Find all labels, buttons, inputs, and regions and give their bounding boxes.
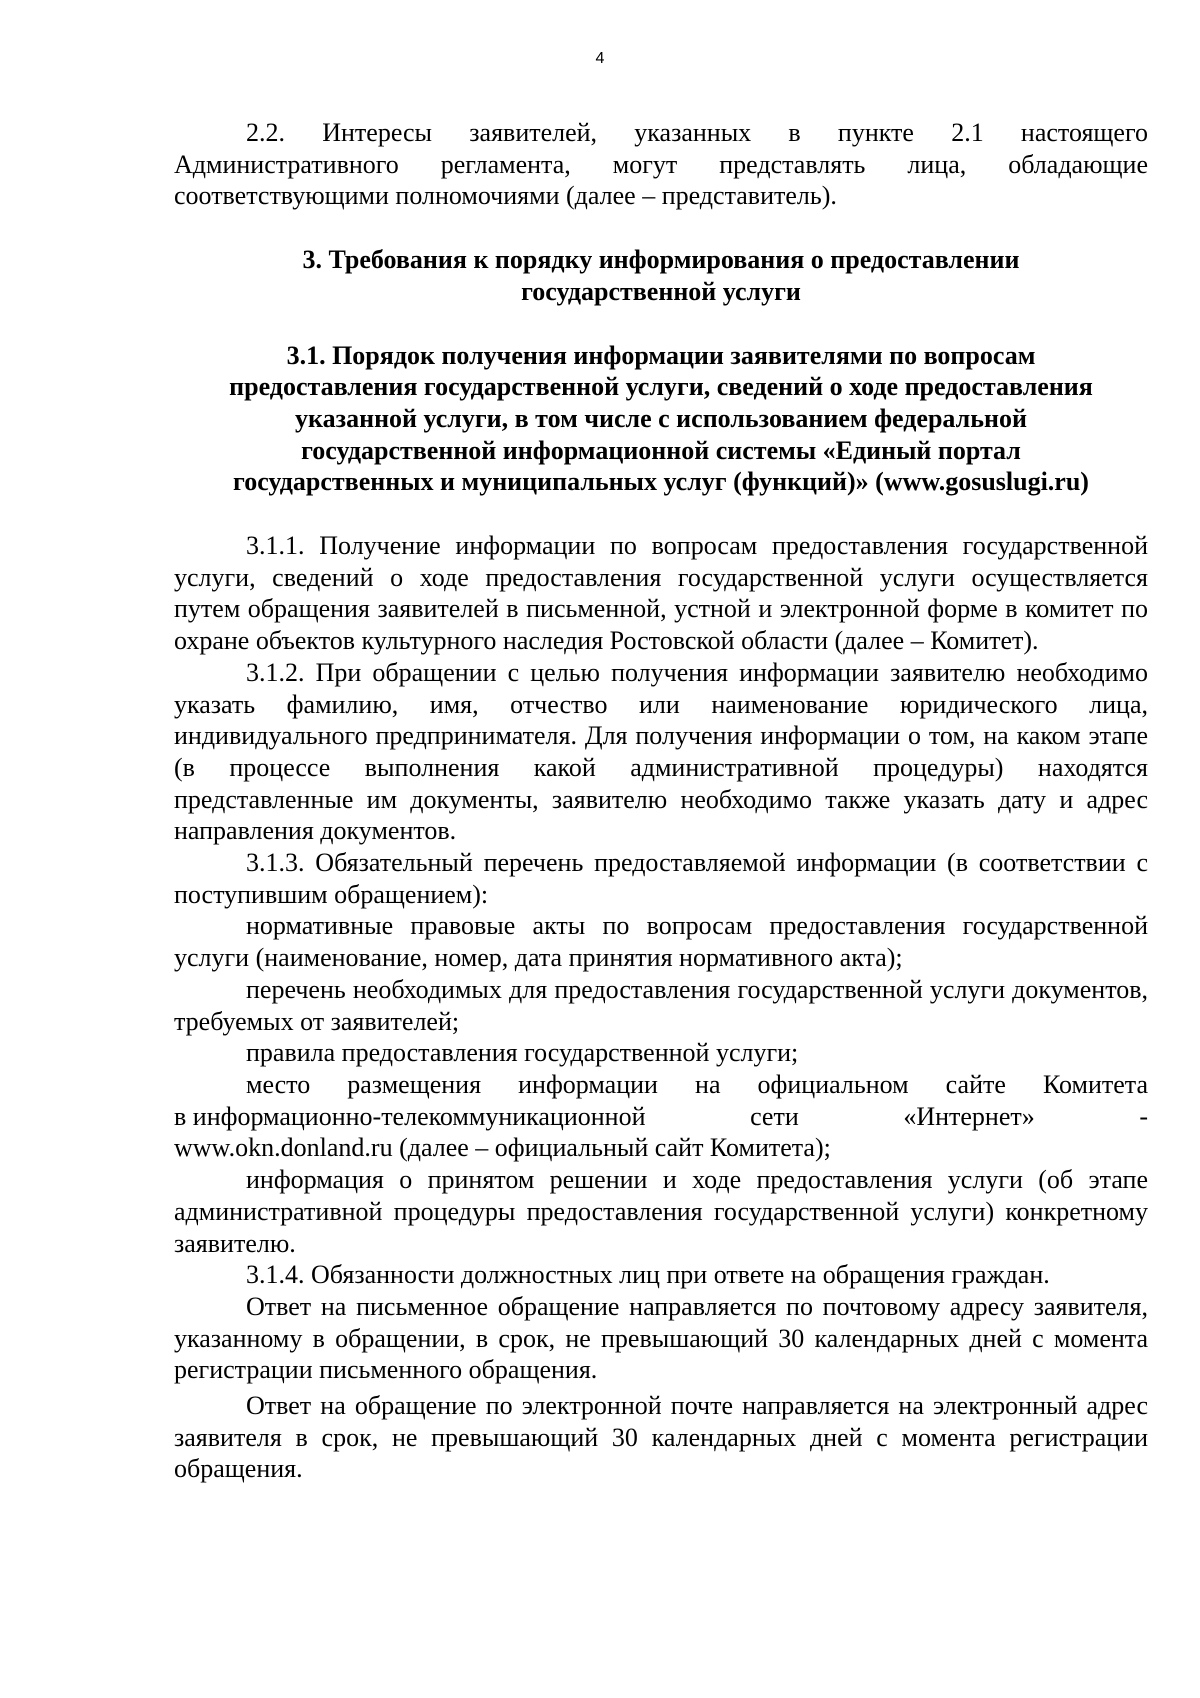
paragraph-3-1-3: 3.1.3. Обязательный перечень предоставляемой информации (в соответствии с поступившим обращением): — [174, 848, 1148, 909]
list-item-website-line: место размещения информации на официальном сайте Комитета — [246, 1069, 1148, 1099]
text-fragment: в информационно-телекоммуникационной — [174, 1101, 646, 1131]
document-body — [174, 117, 1148, 1485]
list-item-rules: правила предоставления государственной услуги; — [246, 1038, 799, 1068]
paragraph-3-1-2: 3.1.2. При обращении с целью получения информации заявителю необходимо указать фамилию, имя, отчество или наименование юридического лица, индивидуального предпринимателя. Для получения информации о том, на каком этапе (в процессе выполнения какой административной процедуры) находятся представленные им документы, заявителю необходимо также указать дату и адрес направления документов. — [174, 657, 1148, 846]
section-3-1-heading-line: предоставления государственной услуги, сведений о ходе предоставления — [229, 372, 1093, 402]
list-item-normative-acts: нормативные правовые акты по вопросам предоставления государственной услуги (наименование, номер, дата принятия нормативного акта); — [174, 911, 1148, 973]
paragraph-3-1-1: 3.1.1. Получение информации по вопросам предоставления государственной услуги, сведений о ходе предоставления государственной услуги осуществляется путем обращения заявителей в письменной, устной и электронной форме в комитет по охране объектов культурного наследия Ростовской области (далее – Комитет). — [174, 531, 1148, 656]
section-3-1-heading — [174, 340, 1148, 499]
list-item-website-line: www.okn.donland.ru (далее – официальный сайт Комитета); — [174, 1133, 831, 1163]
section-3-1-heading-line: 3.1. Порядок получения информации заявителями по вопросам — [286, 340, 1036, 370]
list-item-website-line — [174, 1101, 1148, 1133]
section-3-heading — [174, 244, 1148, 307]
paragraph-2-2: 2.2. Интересы заявителей, указанных в пункте 2.1 настоящего Административного регламента, могут представлять лица, обладающие соответствующими полномочиями (далее – представитель). — [174, 118, 1148, 211]
list-item-documents: перечень необходимых для предоставления государственной услуги документов, требуемых от заявителей; — [174, 974, 1148, 1036]
text-fragment: сети — [750, 1101, 799, 1131]
section-3-1-heading-line: указанной услуги, в том числе с использованием федеральной — [295, 403, 1027, 433]
section-3-1-heading-line: государственной информационной системы «Единый портал — [301, 435, 1021, 465]
list-item-website — [174, 1069, 1148, 1164]
paragraph-3-1-4: 3.1.4. Обязанности должностных лиц при ответе на обращения граждан. — [246, 1260, 1050, 1290]
paragraph-answer-mail: Ответ на письменное обращение направляется по почтовому адресу заявителя, указанному в обращении, в срок, не превышающий 30 календарных дней с момента регистрации письменного обращения. — [174, 1291, 1148, 1385]
section-3-1-heading-line: государственных и муниципальных услуг (функций)» (www.gosuslugi.ru) — [233, 467, 1089, 497]
section-3-heading-line: государственной услуги — [521, 276, 801, 306]
list-item-decision-info: информация о принятом решении и ходе предоставления услуги (об этапе административной процедуры предоставления государственной услуги) конкретному заявителю. — [174, 1165, 1148, 1258]
text-fragment: «Интернет» — [903, 1101, 1035, 1131]
page-number: 4 — [595, 50, 605, 67]
text-fragment: - — [1139, 1101, 1148, 1131]
paragraph-answer-email: Ответ на обращение по электронной почте направляется на электронный адрес заявителя в срок, не превышающий 30 календарных дней с момента регистрации обращения. — [174, 1391, 1148, 1484]
section-3-heading-line: 3. Требования к порядку информирования о предоставлении — [302, 245, 1020, 275]
